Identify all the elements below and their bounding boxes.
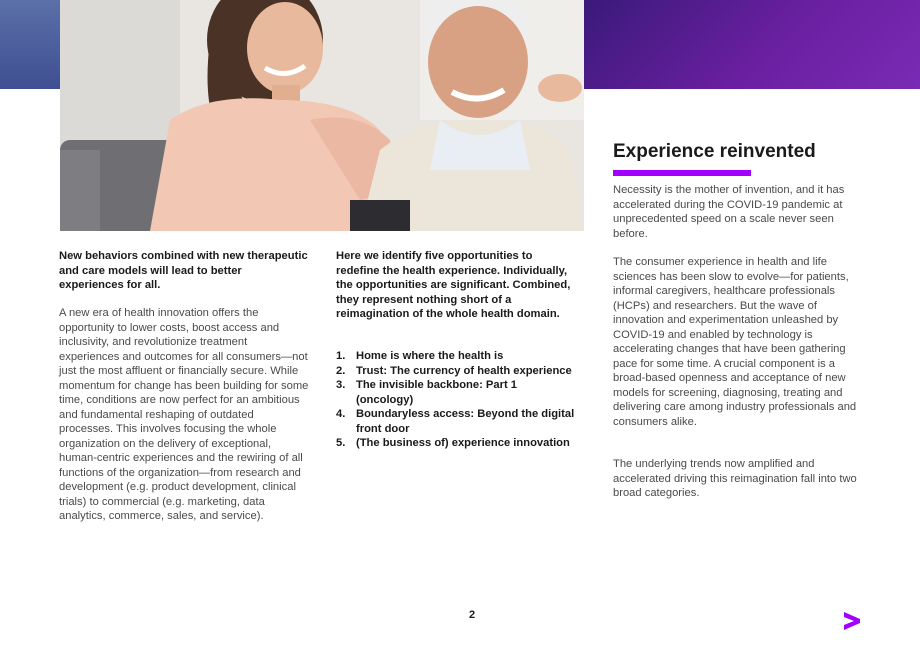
list-number: 5. — [336, 437, 346, 449]
left-column-body: A new era of health innovation offers the opportunity to lower costs, boost access and inclusivity, and revolutionize treatment experiences and outcomes for all consumers—not just the most affluent or financially secure. While momentum for change has been building for some time, conditions are now perfect for an ambitious and fundamental reshaping of outdated processes. This involves focusing the whole organization on the delivery of exceptional, human-centric experiences and the rewiring of all functions of the organization—from research and development (e.g. product development, clinical trials) to commercial (e.g. marketing, data analytics, commerce, sales, and service). — [59, 307, 309, 522]
accenture-chevron-icon — [842, 611, 862, 631]
left-column-lead: New behaviors combined with new therapeutic and care models will lead to better experiences for all. — [59, 250, 308, 291]
hero-photo — [60, 0, 584, 231]
list-number: 2. — [336, 364, 346, 377]
list-text: Home is where the health is — [356, 350, 504, 362]
header-accent-right — [584, 0, 920, 89]
right-column-paragraph-3: The underlying trends now amplified and accelerated driving this reimagination fall into two broad categories. — [613, 458, 857, 499]
middle-column-lead: Here we identify five opportunities to redefine the health experience. Individually, the opportunities are significant. Combined, they represent nothing short of a reimagination of the whole health domain. — [336, 250, 571, 320]
people-photo-illustration — [60, 0, 584, 231]
section-heading: Experience reinvented — [613, 141, 816, 162]
list-item — [336, 407, 576, 436]
list-number: 4. — [336, 408, 346, 420]
list-number: 3. — [336, 379, 346, 391]
list-item — [336, 364, 576, 379]
list-text: Trust: The currency of health experience — [356, 364, 572, 377]
opportunities-list — [336, 349, 576, 451]
list-item — [336, 378, 576, 407]
list-item — [336, 349, 576, 364]
heading-underline — [613, 170, 751, 176]
header-accent-left — [0, 0, 60, 89]
list-text: The invisible backbone: Part 1 (oncology) — [356, 379, 518, 406]
list-text: (The business of) experience innovation — [356, 437, 570, 449]
list-item — [336, 436, 576, 451]
page-number: 2 — [468, 609, 476, 621]
right-column-paragraph-1: Necessity is the mother of invention, and it has accelerated during the COVID-19 pandemic at unprecedented speed on a scale never seen before. — [613, 184, 845, 240]
list-number: 1. — [336, 350, 346, 362]
list-text: Boundaryless access: Beyond the digital front door — [356, 408, 575, 435]
right-column-paragraph-2: The consumer experience in health and life sciences has been slow to evolve—for patients, informal caregivers, healthcare professionals (HCPs) and researchers. But the wave of innovation and experimentation unleashed by COVID-19 and enabled by technology is accelerating changes that have been gathering pace for some time. A crucial component is a broad-based openness and acceptance of new models for screening, diagnosing, treating and delivering care among industry professionals and consumers alike. — [613, 256, 857, 428]
